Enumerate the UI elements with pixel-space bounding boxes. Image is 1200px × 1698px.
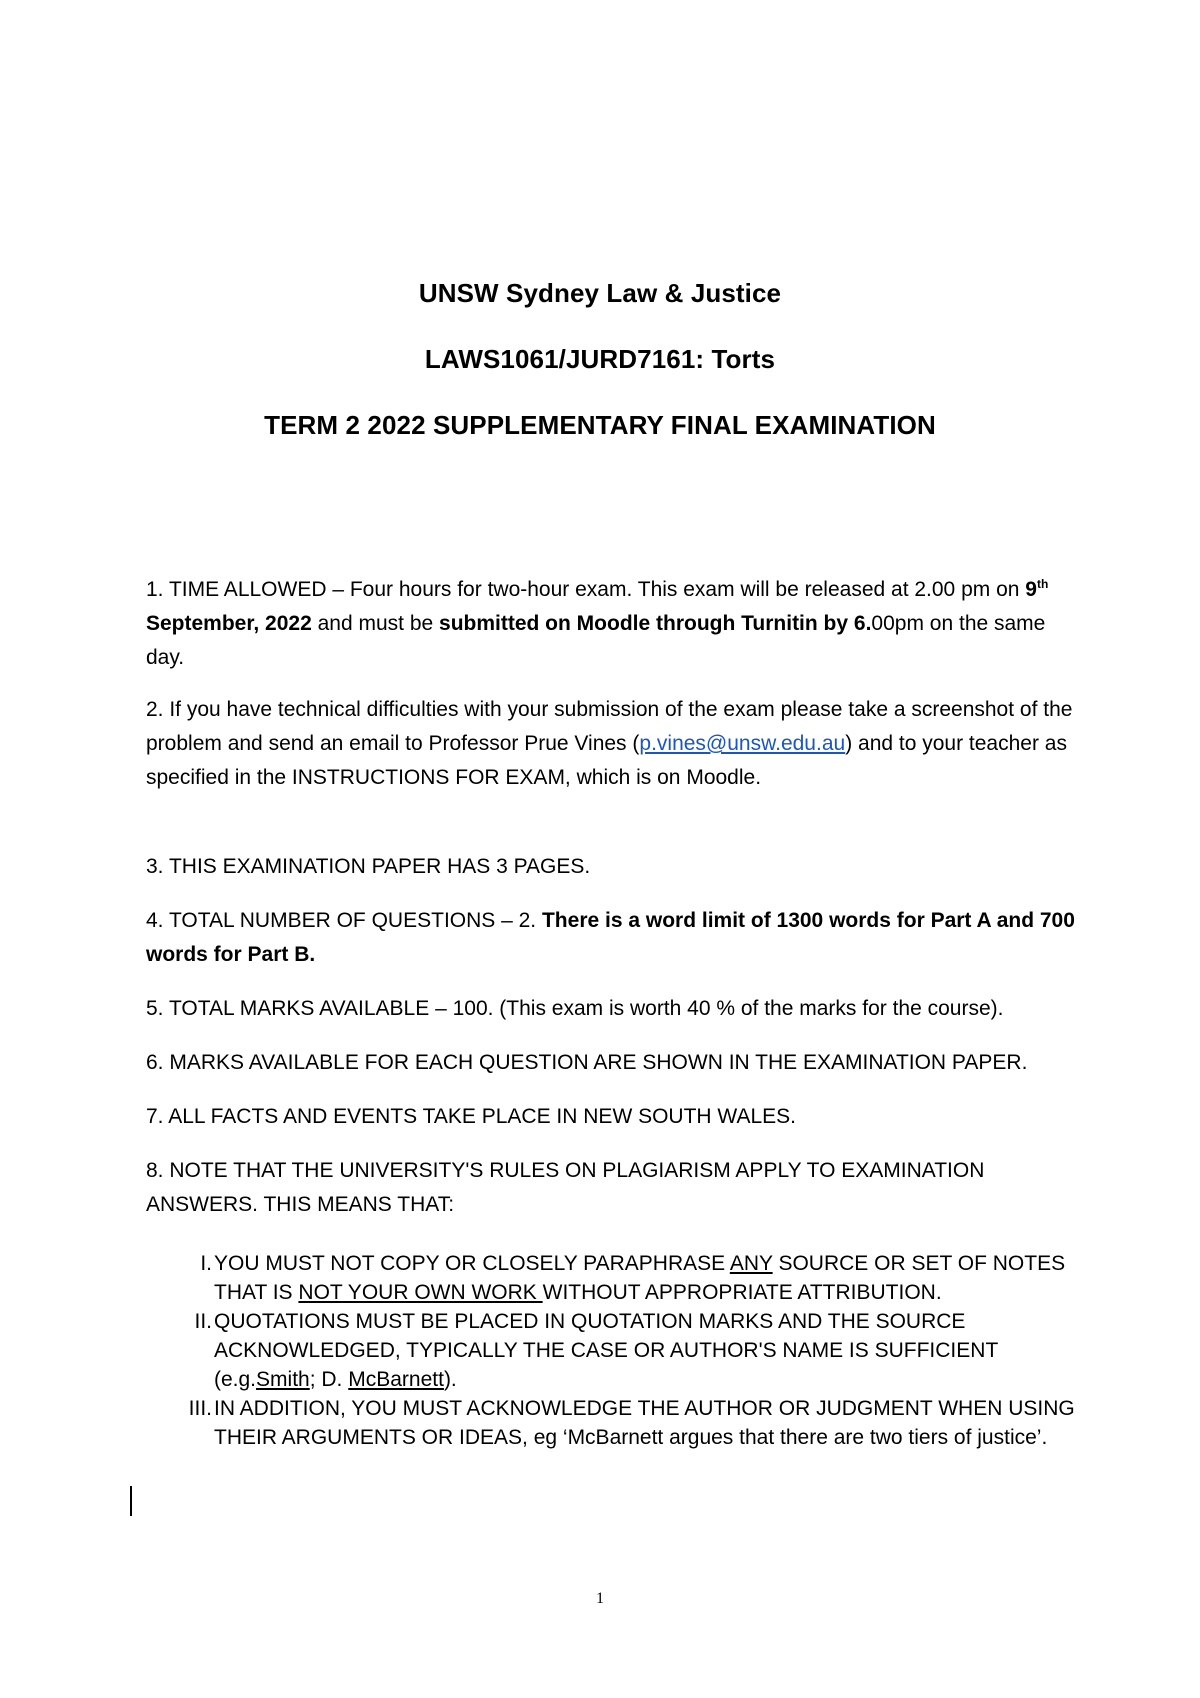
rule-emphasis-not-own: NOT YOUR OWN WORK (298, 1281, 543, 1304)
plagiarism-rule-3 (146, 1394, 1086, 1452)
rule-text: IN ADDITION, YOU MUST ACKNOWLEDGE THE AUTHOR OR JUDGMENT WHEN USING THEIR ARGUMENTS OR IDEAS, eg ‘McBarnett argues that there are two tiers of justice’. (214, 1397, 1075, 1449)
time-allowed-text: 1. TIME ALLOWED – Four hours for two-hour exam. This exam will be released at 2.00 pm on (146, 578, 1026, 601)
exam-title: TERM 2 2022 SUPPLEMENTARY FINAL EXAMINATION (264, 410, 936, 440)
rule-number: III. (188, 1397, 212, 1420)
course-heading: LAWS1061/JURD7161: Torts (424, 344, 776, 374)
instruction-time-allowed (146, 573, 1086, 675)
text-cursor (130, 1486, 132, 1516)
word-limit: There is a word limit of 1300 words for Part A and 700 words for Part B. (146, 909, 1075, 966)
instruction-pages: 3. THIS EXAMINATION PAPER HAS 3 PAGES. (146, 855, 591, 878)
time-allowed-end: 00pm on the same day. (146, 612, 1046, 669)
instruction-questions (146, 904, 1086, 972)
rule-number: I. (200, 1252, 212, 1275)
rule-text: WITHOUT APPROPRIATE ATTRIBUTION. (542, 1281, 942, 1304)
institution-heading: UNSW Sydney Law & Justice (418, 278, 782, 308)
instruction-plagiarism: 8. NOTE THAT THE UNIVERSITY'S RULES ON PLAGIARISM APPLY TO EXAMINATION ANSWERS. THIS MEANS THAT: (146, 1159, 985, 1216)
day-suffix: th (1036, 577, 1049, 591)
rule-text: SOURCE OR SET OF NOTES THAT IS (214, 1252, 1066, 1304)
rule-emphasis-any: ANY (729, 1252, 773, 1275)
plagiarism-rule-1 (146, 1249, 1086, 1307)
submission-deadline: submitted on Moodle through Turnitin by 6. (439, 612, 872, 635)
instruction-location: 7. ALL FACTS AND EVENTS TAKE PLACE IN NEW SOUTH WALES. (146, 1105, 797, 1128)
technical-text: 2. If you have technical difficulties with your submission of the exam please take a screenshot of the problem and send an email to Professor Prue Vines ( (146, 698, 1073, 755)
rule-text: ; D. (309, 1368, 349, 1391)
page-number: 1 (596, 1590, 604, 1607)
instruction-technical-difficulties (146, 693, 1086, 795)
technical-text-end: ) and to your teacher as specified in the INSTRUCTIONS FOR EXAM, which is on Moodle. (146, 732, 1067, 789)
email-link[interactable]: p.vines@unsw.edu.au (639, 732, 846, 755)
rule-text: ). (443, 1368, 457, 1391)
instruction-marks-per-question: 6. MARKS AVAILABLE FOR EACH QUESTION ARE SHOWN IN THE EXAMINATION PAPER. (146, 1051, 1028, 1074)
time-allowed-mid: and must be (311, 612, 440, 635)
example-mcbarnett: McBarnett (348, 1368, 444, 1391)
rule-text: QUOTATIONS MUST BE PLACED IN QUOTATION MARKS AND THE SOURCE ACKNOWLEDGED, TYPICALLY THE CASE OR AUTHOR'S NAME IS SUFFICIENT (e.g. (214, 1310, 998, 1391)
plagiarism-rule-2 (146, 1307, 1086, 1394)
rule-text: YOU MUST NOT COPY OR CLOSELY PARAPHRASE (214, 1252, 730, 1275)
example-smith: Smith (256, 1368, 310, 1391)
questions-text: 4. TOTAL NUMBER OF QUESTIONS – 2. (146, 909, 542, 932)
exam-day: 9 (1025, 578, 1037, 601)
exam-date: September, 2022 (146, 612, 312, 635)
plagiarism-rules-list (146, 1249, 1086, 1452)
rule-number: II. (194, 1310, 212, 1333)
instruction-marks: 5. TOTAL MARKS AVAILABLE – 100. (This exam is worth 40 % of the marks for the course). (146, 997, 1004, 1020)
